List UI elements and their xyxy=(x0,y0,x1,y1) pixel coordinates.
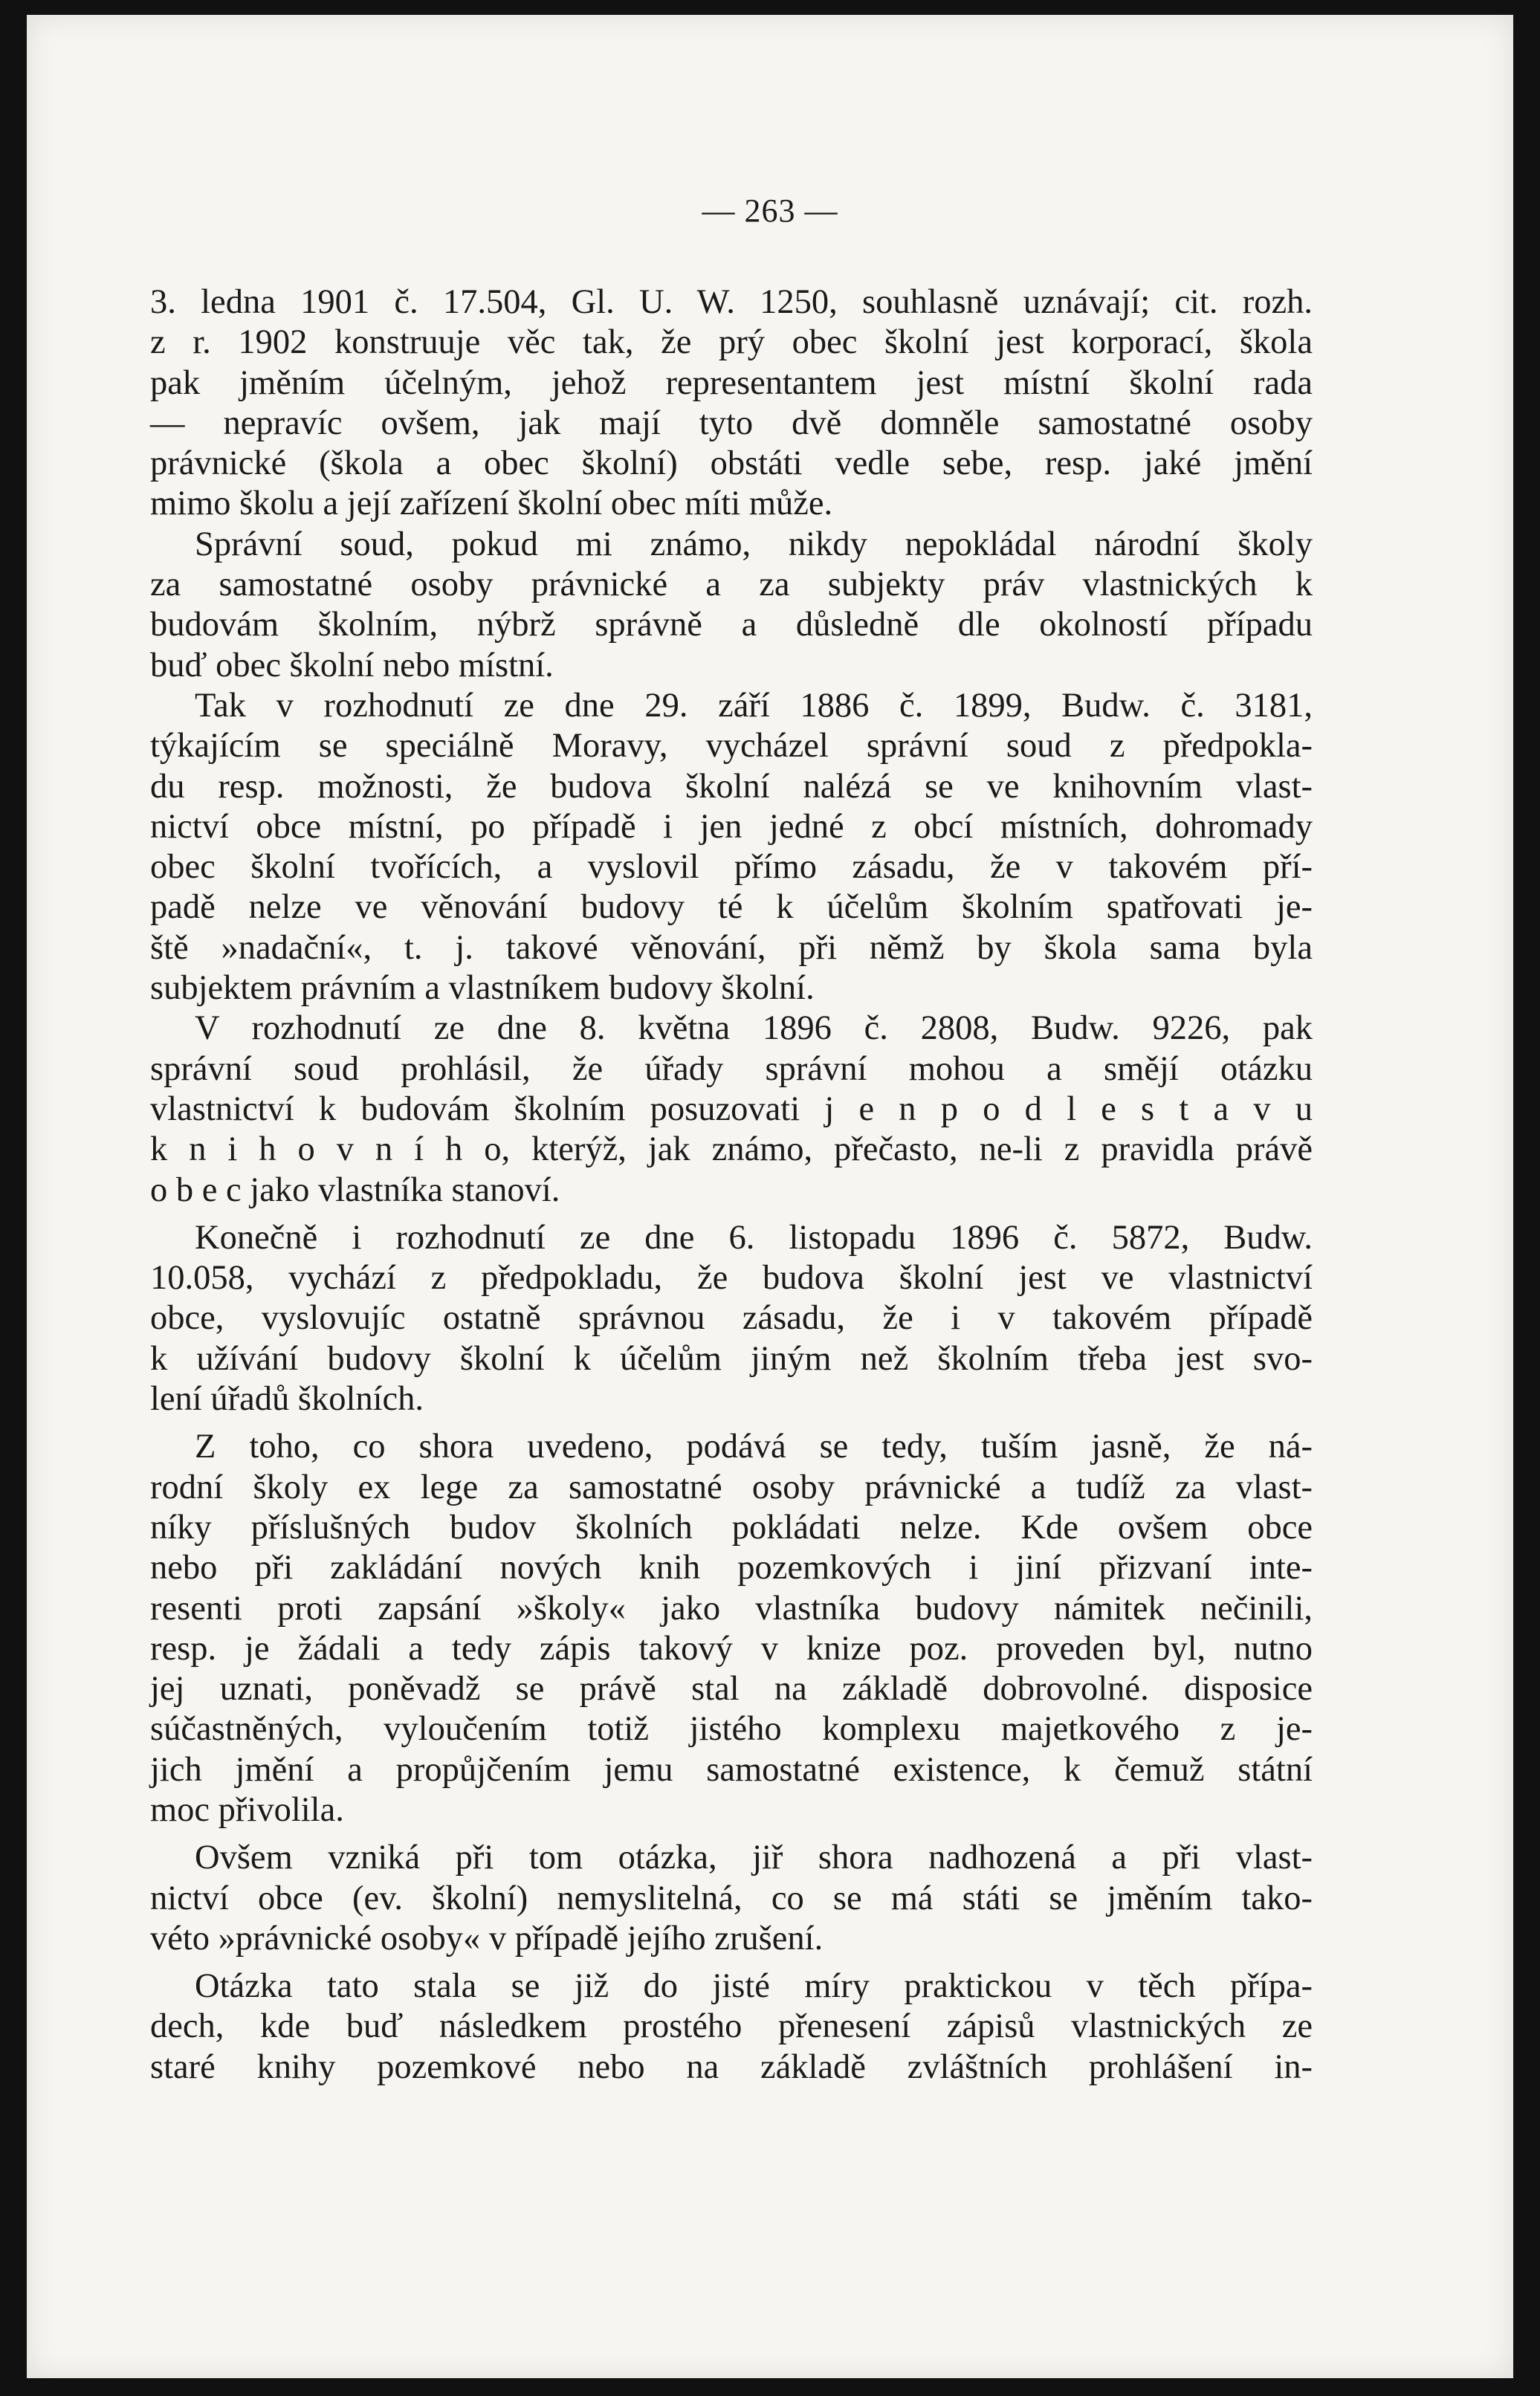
text-line: rodní školy ex lege za samostatné osoby právnické a tudíž za vlast- xyxy=(150,1468,1313,1506)
text-line: pak jměním účelným, jehož representantem jest místní školní rada xyxy=(150,363,1313,402)
text-line: jich jmění a propůjčením jemu samostatné existence, k čemuž státní xyxy=(150,1750,1313,1789)
book-page xyxy=(27,15,1513,2378)
text-line: obce, vyslovujíc ostatně správnou zásadu, že i v takovém případě xyxy=(150,1299,1313,1338)
text-line: mimo školu a její zařízení školní obec míti může. xyxy=(150,485,833,523)
text-line: resenti proti zapsání »školy« jako vlastníka budovy námitek nečinili, xyxy=(150,1589,1313,1628)
text-line: staré knihy pozemkové nebo na základě zvláštních prohlášení in- xyxy=(150,2047,1313,2086)
text-line: Správní soud, pokud mi známo, nikdy nepokládal národní školy xyxy=(195,525,1313,563)
text-line: subjektem právním a vlastníkem budovy školní. xyxy=(150,969,815,1008)
text-line: Konečně i rozhodnutí ze dne 6. listopadu 1896 č. 5872, Budw. xyxy=(195,1218,1313,1257)
paragraph-7 xyxy=(150,1838,1313,1959)
text-line: resp. je žádali a tedy zápis takový v knize poz. proveden byl, nutno xyxy=(150,1629,1313,1668)
text-line: V rozhodnutí ze dne 8. května 1896 č. 2808, Budw. 9226, pak xyxy=(195,1009,1313,1048)
text-line: o b e c jako vlastníka stanoví. xyxy=(150,1171,560,1209)
text-line: 3. ledna 1901 č. 17.504, Gl. U. W. 1250, souhlasně uznávají; cit. rozh. xyxy=(150,283,1313,321)
paragraph-8 xyxy=(150,1966,1313,2088)
text-line: du resp. možnosti, že budova školní nalézá se ve knihovním vlast- xyxy=(150,767,1313,806)
text-line: budovám školním, nýbrž správně a důsledně dle okolností případu xyxy=(150,606,1313,644)
text-line: nictví obce (ev. školní) nemyslitelná, co se má státi se jměním tako- xyxy=(150,1879,1313,1917)
paragraph-5 xyxy=(150,1218,1313,1419)
text-line: níky příslušných budov školních pokládati nelze. Kde ovšem obce xyxy=(150,1508,1313,1547)
text-line: súčastněných, vyloučením totiž jistého komplexu majetkového z je- xyxy=(150,1710,1313,1749)
text-line: týkajícím se speciálně Moravy, vycházel správní soud z předpokla- xyxy=(150,727,1313,765)
text-line: jej uznati, poněvadž se právě stal na základě dobrovolné. disposice xyxy=(150,1670,1313,1709)
text-line: nebo při zakládání nových knih pozemkových i jiní přizvaní inte- xyxy=(150,1549,1313,1587)
text-line: vlastnictví k budovám školním posuzovati j e n p o d l e s t a v u xyxy=(150,1089,1313,1128)
text-line: právnické (škola a obec školní) obstáti vedle sebe, resp. jaké jmění xyxy=(150,444,1313,483)
text-line: lení úřadů školních. xyxy=(150,1380,424,1419)
text-line: dech, kde buď následkem prostého přenesení zápisů vlastnických ze xyxy=(150,2007,1313,2046)
text-line: buď obec školní nebo místní. xyxy=(150,646,554,684)
text-line: správní soud prohlásil, že úřady správní mohou a smějí otázku xyxy=(150,1049,1313,1088)
text-line: ště »nadační«, t. j. takové věnování, při němž by škola sama byla xyxy=(150,928,1313,967)
text-line: obec školní tvořících, a vyslovil přímo zásadu, že v takovém pří- xyxy=(150,848,1313,887)
text-line: za samostatné osoby právnické a za subjekty práv vlastnických k xyxy=(150,566,1313,604)
text-line: z r. 1902 konstruuje věc tak, že prý obec školní jest korporací, škola xyxy=(150,323,1313,362)
text-line: Ovšem vzniká při tom otázka, jiř shora nadhozená a při vlast- xyxy=(195,1839,1313,1877)
text-line: 10.058, vychází z předpokladu, že budova školní jest ve vlastnictví xyxy=(150,1259,1313,1298)
text-line: Otázka tato stala se již do jisté míry praktickou v těch přípa- xyxy=(195,1967,1313,2006)
paragraph-4 xyxy=(150,1008,1313,1210)
paragraph-2 xyxy=(150,525,1313,686)
paragraph-6 xyxy=(150,1427,1313,1830)
paragraph-1 xyxy=(150,282,1313,525)
text-line: véto »právnické osoby« v případě jejího zrušení. xyxy=(150,1919,824,1958)
text-line: padě nelze ve věnování budovy té k účelům školním spatřovati je- xyxy=(150,888,1313,927)
text-line: k užívání budovy školní k účelům jiným než školním třeba jest svo- xyxy=(150,1339,1313,1378)
text-line: nictví obce místní, po případě i jen jedné z obcí místních, dohromady xyxy=(150,807,1313,846)
text-line: Tak v rozhodnutí ze dne 29. září 1886 č. 1899, Budw. č. 3181, xyxy=(195,686,1313,725)
text-line: — nepravíc ovšem, jak mají tyto dvě domněle samostatné osoby xyxy=(150,404,1313,442)
text-line: k n i h o v n í h o, kterýž, jak známo, přečasto, ne-li z pravidla právě xyxy=(150,1130,1313,1169)
page-body-text xyxy=(150,282,1313,2088)
page-number: — 263 — xyxy=(702,192,838,229)
paragraph-3 xyxy=(150,686,1313,1008)
text-line: moc přivolila. xyxy=(150,1790,344,1829)
text-line: Z toho, co shora uvedeno, podává se tedy, tuším jasně, že ná- xyxy=(195,1428,1313,1466)
